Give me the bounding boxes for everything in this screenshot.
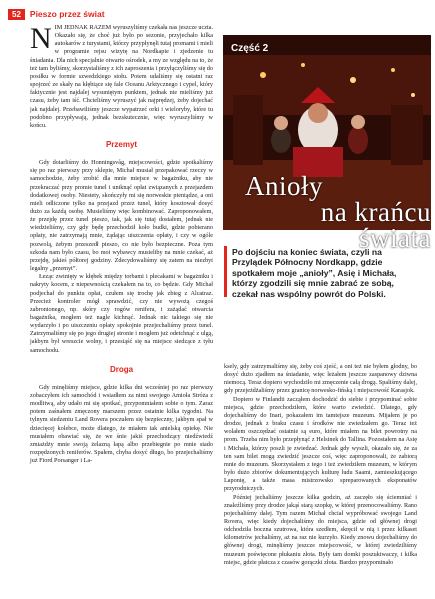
paragraph-text: IM JEDNAK RAZEM wyruszyliśmy czekała nas jeszcze uczta. Okazało się, że choć już było po sezonie, przyjechało kilka autokarów z turystami, którzy przypłynęli tutaj promami i mieli w programie rejsu wizytę na Nordkapie i zjedzenie tu śniadania. Dla nich specjalnie otwarto ośrodek, a my ze względu na to, że też tam byliśmy, skorzystaliśmy z ich zaproszenia i przyłączyliśmy się do posiłku w formie szwedzkiego stołu. Potem udaliśmy się ostatni raz spojrzeć ze skały na kłębiące się fale Oceanu Arktycznego i cypel, który faktycznie jest najdalej wysuniętym punktem, jednak nie mieliśmy już czasu, żeby tam iść. Chcieliśmy wyruszyć jak najprędzej, żeby dojechać jak najdalej. Przebawiliśmy jeszcze wypatrzeć orki i wieloryby, które tu podobno przypływają, jednak bezskutecznie, więc wyruszyliśmy w końcu. bbox=[30, 24, 213, 129]
subheading-przemyt: Przemyt bbox=[105, 140, 138, 150]
article-paragraph: Dopiero w Finlandii zacząłem dochodzić do siebie i przypominać sobie miejsca, gdzie przechodziłem, które warto zwiedzić. Dlatego, gdy dojechaliśmy do Inari, pokazałem im tamtejsze muzeum. Mijałem je po drodze, jednak z braku czasu i środków nie zwiedzałem go. Teraz też wolałem oszczędzać ostatnie są euro, które miałem na bilet powrotny na prom. Trzeba nim było przepłynąć z Helsinek do Tallina. Pozostałem na Asię i Michała, którzy poszli je zwiedzać. Jednak gdy wyszli, okazało się, że za ten sam bilet mogą zwiedzić jeszcze coś, więc zaproponowali, że zabiorą mnie do muzeum. Skorzystałem z tego i też zwiedziłem muzeum, w którym było dużo zbiorów dokumentujących kulturę ludu Saami, zamieszkującego Laponię, a także masa mistrzowsko spreparowanych eksponatów przyrodniczych. bbox=[224, 395, 417, 493]
section-title: Pieszo przez świat bbox=[29, 9, 105, 19]
page-number: 52 bbox=[8, 9, 25, 20]
article-title bbox=[245, 173, 435, 251]
subheading-droga: Droga bbox=[109, 364, 134, 374]
drop-cap: N bbox=[30, 22, 52, 55]
article-title-line2: na krańcu świata bbox=[320, 197, 431, 253]
page-header bbox=[8, 8, 105, 20]
lede-accent-bar bbox=[224, 246, 227, 297]
article-column-left bbox=[30, 24, 213, 465]
feature-photo bbox=[223, 35, 431, 253]
article-paragraph: Gdy dotarliśmy do Honningsvåg, miejscowości, gdzie spotkaliśmy się po raz pierwszy przy sklepie, Michał musiał przepakować rzeczy w samochodzie, żeby zrobić dla mnie miejsce w bagażniku, aby nie przekraczać przy promie tunel i uniknąć opłat związanych z przejazdem dodatkowej osoby. Niestety, skończyły mi się norweskie pieniądze, a oni mieli odliczone tylko na przejazd przez tunel, który kosztował dosyć dużo za każdą osobę. Musieliśmy więc kombinować. Zaproponowałem, że przejdę przez tunel pieszo, tak, jak się tutaj dostałem, jednak nie wiedzieliśmy, czy gdy będę przechodził koło budki, gdzie pobierano opłaty, nie zatrzymają mnie, żądając uiszczenia opłaty, i czy w ogóle pozwolą, żebym przeszedł pieszo, co nie było bezpieczne. Poza tym szkoda nam było czasu, bo moi wybawcy musieliby na mnie czekać, aż przejdę, jakieś półtorej godziny. Zdecydowaliśmy się zatem na niezbyt legalny „przemyt”. bbox=[30, 159, 213, 273]
photo-part-label: Część 2 bbox=[231, 43, 269, 54]
article-paragraph: Później jechaliśmy jeszcze kilka godzin, aż zaczęło się ściemniać i znaleźliśmy przy drodze jakąś starą szopkę, w której przenocowaliśmy. Rano pojechaliśmy dalej. Tym razem Michał chciał wypróbować swojego Land Rovera, więc kiedy dojechaliśmy do miejsca, gdzie od głównej drogi odchodziła boczna szutrowa, która szedłem, skręcił w nią i przez kilkaset kilometrów jechaliśmy, aż na raz nie kurzyło. Kiedy znowu dojechaliśmy do głównej drogi, minęliśmy jeszcze miejscowość, w której zwiedziliśmy muzeum poświęcone płukaniu złota. Były tam domki poszukiwaczy, i kilka miejsc, gdzie płatcza z czasów gorączki złota. Bardzo przypominało bbox=[224, 493, 417, 566]
article-title-line1: Anioły bbox=[245, 171, 324, 201]
article-paragraph: Łeząc zwinięty w kłębek między torbami i plecakami w bagażniku i nakryty kocem, z niepewnością czekałem na to, co będzie. Gdy Michał podjechał do punktu opłat, czułem się trochę jak zbieg z Alcatraz. Przecież kontroler mógł sprawdzić, czy nie wywożą czegoś zabronionego, np. skóry czy rogów renifera, i zażądać otwarcia bagażnika, mogłem też nagle kichnąć. Jednak nic takiego się nie wydarzyło i po uiszczeniu opłaty spokojnie przejechaliśmy przez tunel. Zatrzymaliśmy się po jego drugiej stronie i mogłem już odetchnąć z ulgą, jakbym był wreszcie wolny, i przesiąść się na miejsce siedzące z tyłu samochodu. bbox=[30, 273, 213, 354]
article-lede: Po dojściu na koniec świata, czyli na Przylądek Północny Nordkapp, gdzie spotkałem moje „anioły”, Asię i Michała, którzy zgodzili się mnie zabrać ze sobą, czekał nas wspólny powrót do Polski. bbox=[232, 247, 397, 299]
article-column-right bbox=[224, 363, 417, 567]
article-paragraph: Gdy minęliśmy miejsce, gdzie kilka dni wcześniej po raz pierwszy zobaczyłem ich samochód i wsiadłem za nimi swojego Amioła Stróża z modlitwą, aby udało mi się spotkać, przypomniałem sobie o tym. Zaraz potem zaśnałem zmęczony marszem przez ostatnie kilka tygodni. Na tylnym siedzeniu Land Rovera poczułem się bezpieczny, jakbym spał w dziecięcej kolebce, może dlatego, że miałem tak anielską opiekę. Nie musiałem obawiać się, że we śnie jakiś przechodzący niedźwiedź zmiażdży mnie swoją żelazną łapą albo przebiegnie po mnie stado rozpędzonych reniferów. Spałem, chyba dosyć długo, bo przejechaliśmy już Fiord Porsanger i La- bbox=[30, 383, 213, 465]
article-paragraph bbox=[30, 24, 213, 130]
article-paragraph: ksely, gdy zatrzymaliśmy się, żeby coś zjeść, a oni też nie byłem głodny, bo dosyć dużo zjadłem na śniadanie, więc leżałem jeszcze zaspanowy dziwna niemocą. Teraz dopiero wychodziło mi zmęczenie całą drogą. Spaliśmy dalej, gdy przejeżdżaliśmy przez granicę norwesko-fińską i miejscowość Karasjok. bbox=[224, 363, 417, 395]
